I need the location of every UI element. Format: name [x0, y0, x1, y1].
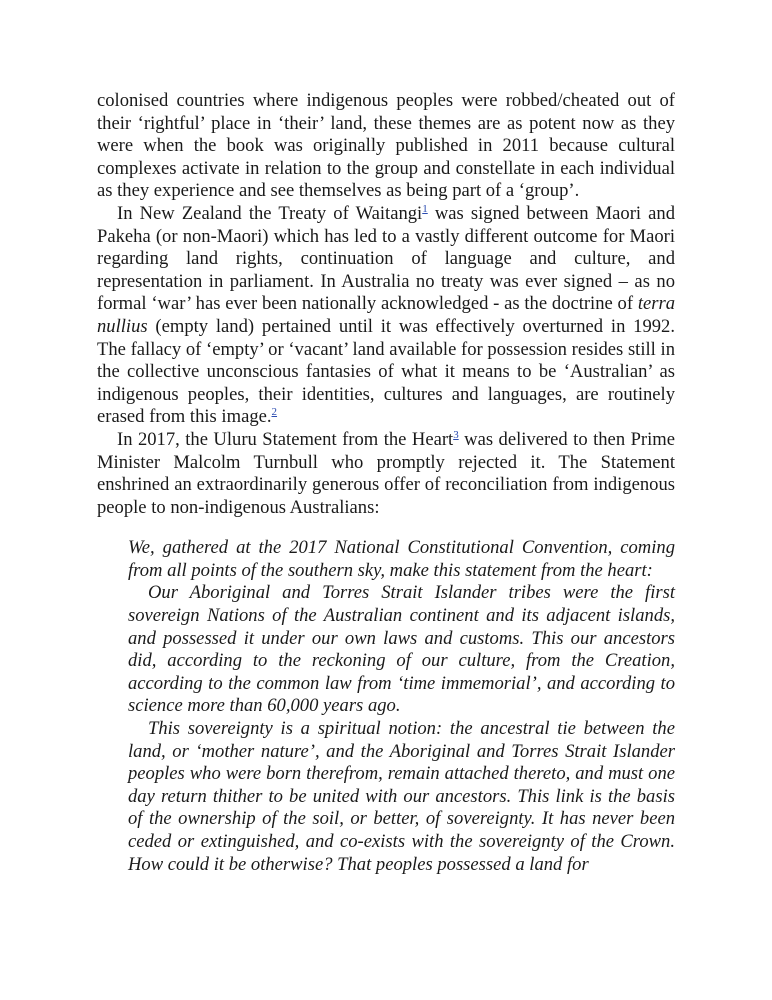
paragraph-text: In New Zealand the Treaty of Waitangi — [117, 202, 423, 224]
quote-paragraph-opening: We, gathered at the 2017 National Constitutional Convention, coming from all points of the southern sky, make this statement from the heart: — [128, 537, 675, 581]
quote-paragraph-tribes: Our Aboriginal and Torres Strait Islander tribes were the first sovereign Nations of the Australian continent and its adjacent islands, and possessed it under our own laws and customs. This our ancestors did, according to the reckoning of our culture, from the Creation, according to the common law from ‘time immemorial’, and according to science more than 60,000 years ago. — [128, 582, 675, 717]
paragraph-new-zealand-treaty — [97, 203, 675, 429]
italic-term: terra nullius — [97, 293, 675, 337]
paragraph-text: In 2017, the Uluru Statement from the Heart — [117, 428, 454, 450]
footnote-link-3[interactable]: 3 — [453, 428, 459, 441]
paragraph-text: was signed between Maori and Pakeha (or non-Maori) which has led to a vastly different outcome for Maori regarding land rights, continuation of language and culture, and representation in parliament. In Australia no treaty was ever signed – as no formal ‘war’ has ever been nationally acknowledged - as the doctrine of — [97, 202, 676, 315]
paragraph-uluru-statement — [97, 429, 675, 519]
paragraph-colonised-countries: colonised countries where indigenous peoples were robbed/cheated out of their ‘rightful’ place in ‘their’ land, these themes are as potent now as they were when the book was originally published in 2011 because cultural complexes activate in relation to the group and constellate in each individual as they experience and see themselves as being part of a ‘group’. — [97, 90, 675, 202]
document-page — [97, 90, 675, 876]
paragraph-text: (empty land) pertained until it was effectively overturned in 1992. The fallacy of ‘empty’ or ‘vacant’ land available for possession resides still in the collective unconscious fantasies of what it means to be ‘Australian’ as indigenous peoples, their identities, cultures and languages, are routinely erased from this image. — [97, 315, 675, 428]
footnote-link-1[interactable]: 1 — [422, 202, 428, 215]
block-quote — [128, 537, 675, 876]
paragraph-text: was delivered to then Prime Minister Malcolm Turnbull who promptly rejected it. The Statement enshrined an extraordinarily generous offer of reconciliation from indigenous people to non-indigenous Australians: — [97, 428, 675, 518]
quote-paragraph-sovereignty: This sovereignty is a spiritual notion: the ancestral tie between the land, or ‘mother nature’, and the Aboriginal and Torres Strait Islander peoples who were born therefrom, remain attached thereto, and must one day return thither to be united with our ancestors. This link is the basis of the ownership of the soil, or better, of sovereignty. It has never been ceded or extinguished, and co-exists with the sovereignty of the Crown. How could it be otherwise? That peoples possessed a land for — [128, 718, 675, 875]
footnote-link-2[interactable]: 2 — [271, 406, 278, 419]
